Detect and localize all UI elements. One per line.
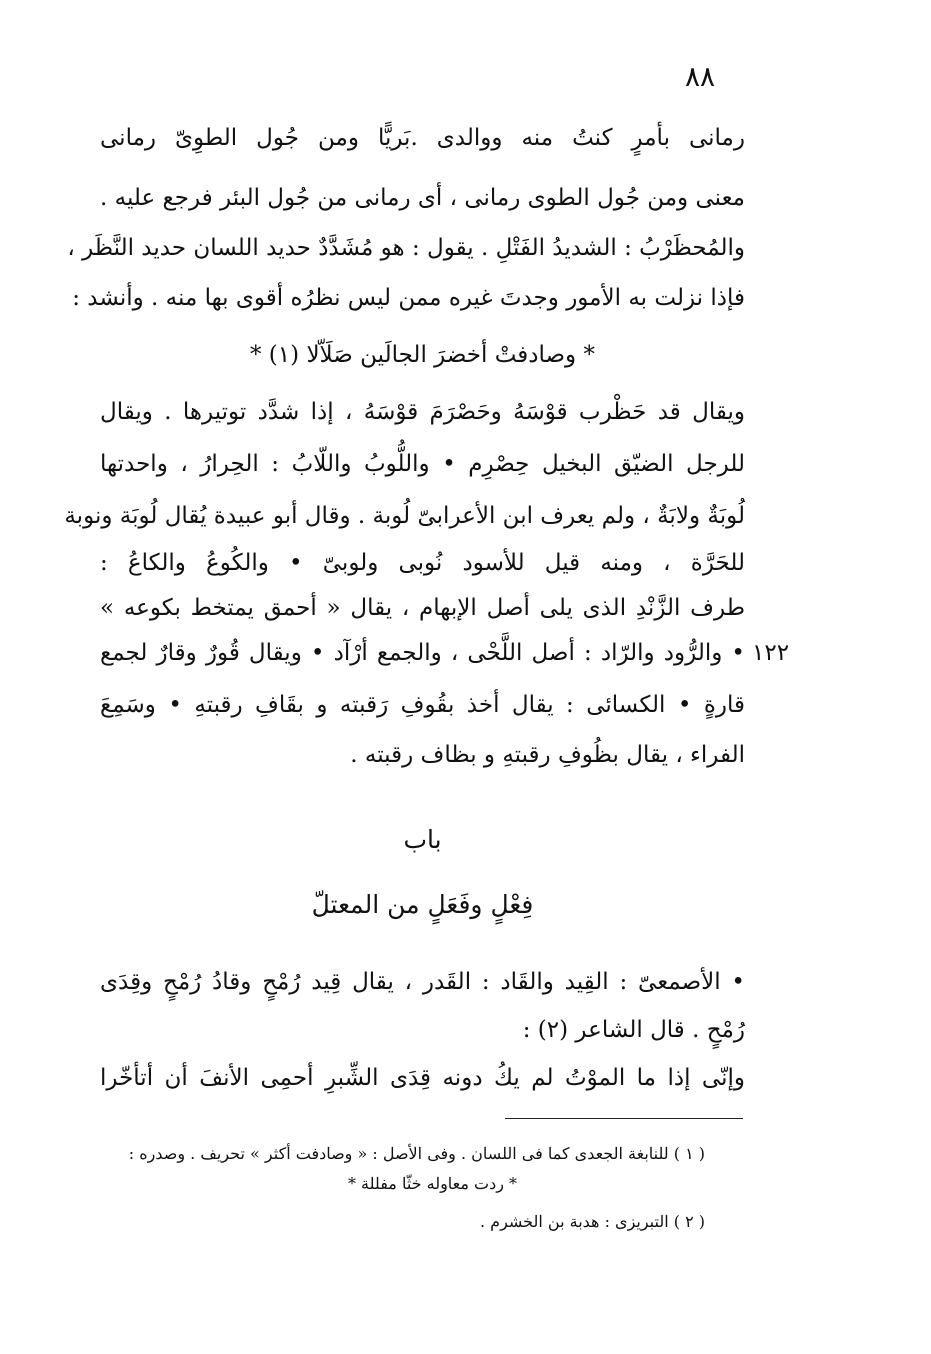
text-line: • والرُّود والرّاد : أصل اللَّحْى ، والجمع أرْآد • ويقال قُورٌ وقارٌ لجمع — [100, 640, 745, 666]
text-line: معنى ومن جُول الطوى رمانى ، أى رمانى من جُول البئر فرجع عليه . — [100, 185, 745, 211]
text-line: رُمْحٍ . قال الشاعر (٢) : — [522, 1017, 745, 1043]
text-line: للحَرَّة ، ومنه قيل للأسود نُوبى ولوبىّ • والكُوعُ والكاعُ : — [100, 550, 745, 576]
text-line: الفراء ، يقال بظُوفِ رقبتهِ و بظاف رقبته . — [350, 742, 745, 768]
footnote-1: ( ١ ) للنابغة الجعدى كما فى اللسان . وفى الأصل : « وصادفت أكثر » تحريف . وصدره : — [128, 1144, 705, 1163]
footnote-separator — [505, 1118, 743, 1119]
chapter-heading: باب — [403, 825, 442, 854]
text-line: طرف الزَّنْدِ الذى يلى أصل الإبهام ، يقال « أحمق يمتخط بكوعه » — [100, 595, 745, 621]
text-line: • الأصمعىّ : القِيد والقَاد : القَدر ، يقال قِيد رُمْحٍ وقادُ رُمْحٍ وقِدَى — [100, 969, 745, 995]
verse-line: وإنّى إذا ما الموْتُ لم يكُ دونه قِدَى الشِّبرِ أحمِى الأنفَ أن أتأخّرا — [100, 1065, 745, 1091]
text-line: لُوبَةٌ ولابَةٌ ، ولم يعرف ابن الأعرابىّ لُوبة . وقال أبو عبيدة يُقال لُوبَة ونوبة — [64, 503, 745, 529]
text-line: قارةٍ • الكسائى : يقال أخذ بقُوفِ رَقبته و بقَافِ رقبتهِ • وسَمِعَ — [100, 692, 745, 718]
verse-line: رمانى بأمرٍ كنتُ منه ووالدى .بَريًّا ومن جُول الطوِىّ رمانى — [100, 125, 745, 151]
text-line: للرجل الضيّق البخيل حِصْرِم • واللُّوبُ واللّابُ : الحِرارُ ، واحدتها — [100, 451, 745, 477]
text-line: والمُحظَرْبُ : الشديدُ الفَتْلِ . يقول : هو مُشَدَّدٌ حديد اللسان حديد النَّظَر ، — [67, 235, 745, 261]
verse-line: * وصادفتْ أخضرَ الجالَين صَلَاّلا (١) * — [250, 342, 595, 368]
page-number: ٨٨ — [684, 60, 716, 93]
footnote-2: ( ٢ ) التبريزى : هدبة بن الخشرم . — [479, 1212, 705, 1231]
text-line: ويقال قد حَظْرب قوْسَهُ وحَصْرَمَ قوْسَهُ ، إذا شدَّد توتيرها . ويقال — [100, 399, 745, 425]
margin-number: ١٢٢ — [752, 640, 790, 666]
text-line: فإذا نزلت به الأمور وجدتَ غيره ممن ليس نظرُه أقوى بها منه . وأنشد : — [72, 285, 745, 311]
chapter-subtitle: فِعْلٍ وفَعَلٍ من المعتلّ — [311, 890, 534, 919]
footnote-1-verse: * ردت معاوله خثّا مفللة * — [347, 1174, 518, 1193]
